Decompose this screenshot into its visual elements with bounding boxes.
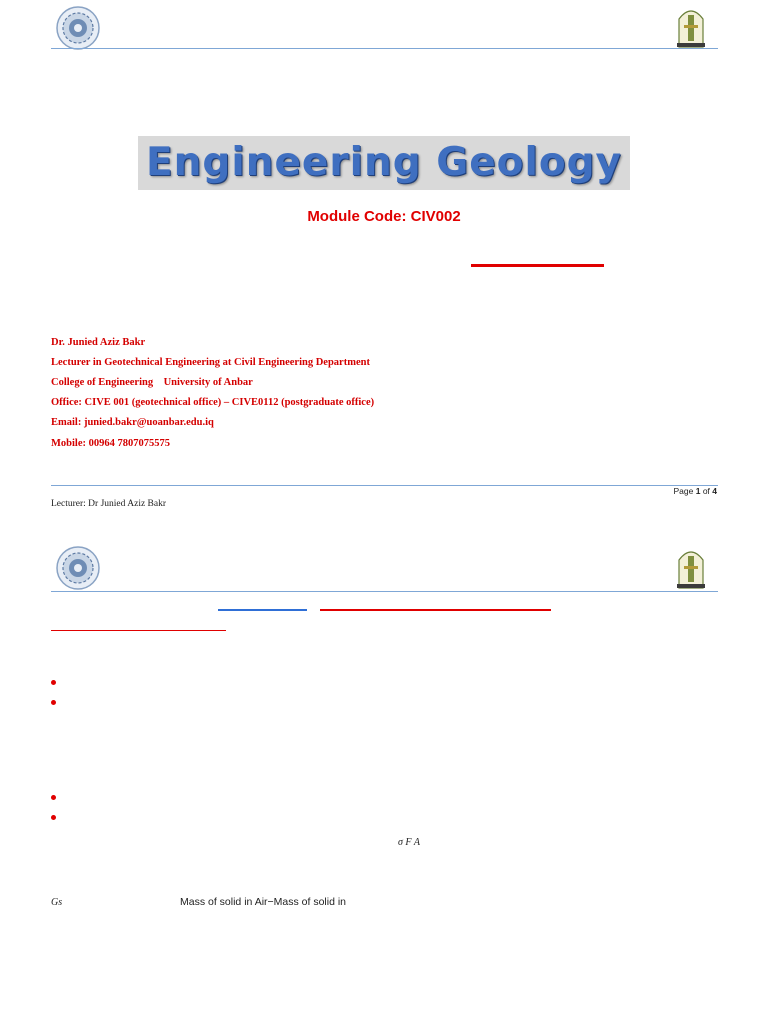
footer-lecturer: Lecturer: Dr Junied Aziz Bakr <box>51 499 167 509</box>
lecturer-mobile: Mobile: 00964 7807075575 <box>51 438 170 449</box>
bullet-4 <box>51 815 56 820</box>
red-underline-decor <box>471 264 604 267</box>
page2-header-rule <box>51 591 718 592</box>
page2-header <box>0 540 768 592</box>
bullet-2 <box>51 700 56 705</box>
page1-header-rule <box>51 48 718 49</box>
blue-underline-decor <box>218 609 307 611</box>
page1-header <box>0 0 768 50</box>
lecturer-position: Lecturer in Geotechnical Engineering at Civil Engineering Department <box>51 357 370 368</box>
gs-label: Gs <box>51 897 63 908</box>
college-gear-logo-icon <box>55 5 101 51</box>
bullet-3 <box>51 795 56 800</box>
page-prefix: Page <box>673 486 696 496</box>
gs-formula-text: Mass of solid in Air−Mass of solid in <box>180 896 347 908</box>
stress-formula: σ F A <box>398 837 420 848</box>
bullet-1 <box>51 680 56 685</box>
lecturer-college: College of Engineering University of Anbar <box>51 377 253 388</box>
lecturer-name: Dr. Junied Aziz Bakr <box>51 337 146 348</box>
document-title: Engineering Geology <box>146 140 622 185</box>
lecturer-office: Office: CIVE 001 (geotechnical office) – CIVE0112 (postgraduate office) <box>51 397 375 408</box>
module-code: Module Code: CIV002 <box>307 208 461 225</box>
page1-footer-rule <box>51 485 718 486</box>
title-banner <box>138 136 630 190</box>
red-underline-decor-short <box>51 630 226 631</box>
university-emblem-icon <box>671 3 711 49</box>
lecturer-email[interactable]: Email: junied.bakr@uoanbar.edu.iq <box>51 417 214 428</box>
page-number <box>674 486 718 496</box>
college-gear-logo-icon <box>55 545 101 591</box>
red-underline-decor-long <box>320 609 551 611</box>
page-of: of <box>700 486 713 496</box>
page-total: 4 <box>712 486 717 496</box>
university-emblem-icon <box>671 544 711 590</box>
page-current: 1 <box>695 486 701 496</box>
